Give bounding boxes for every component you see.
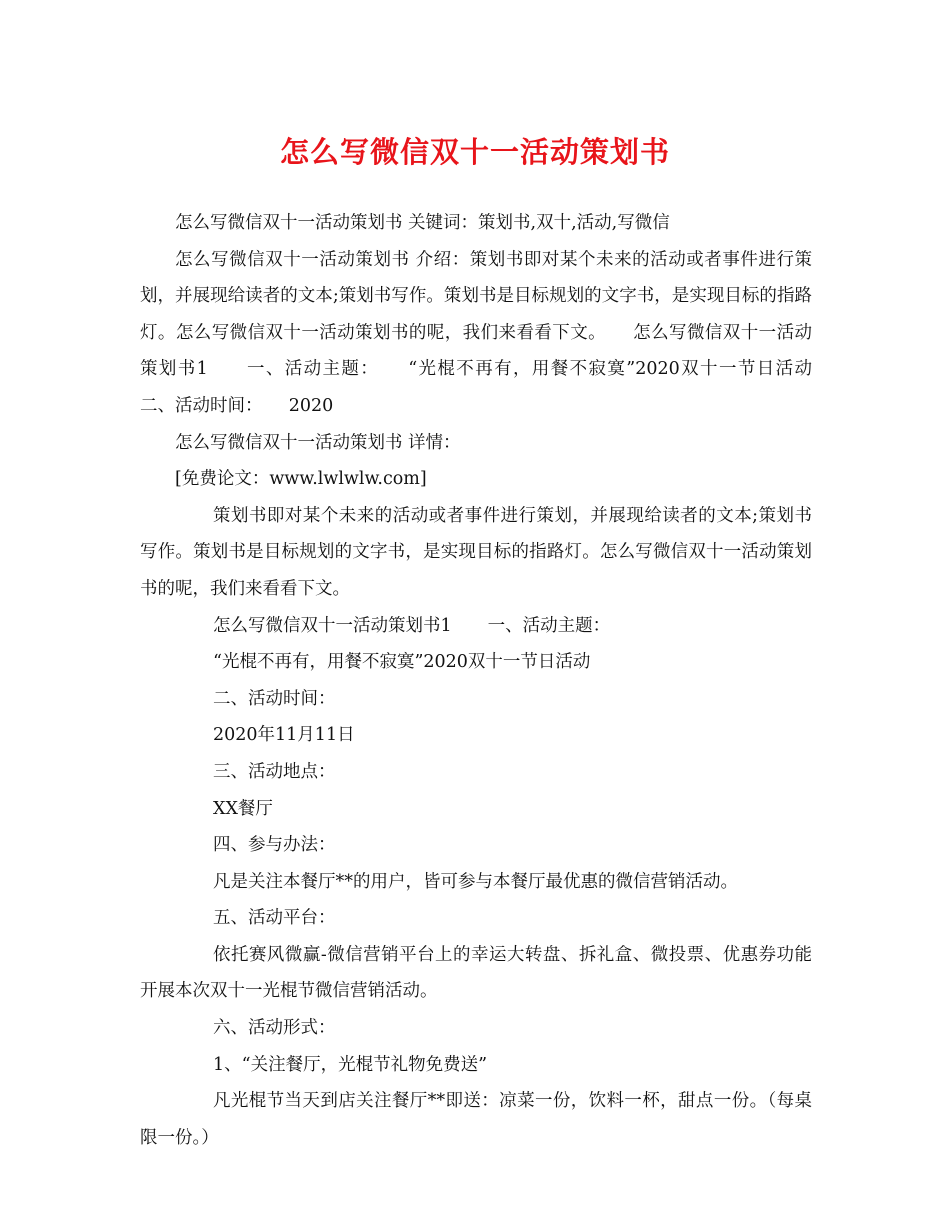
plan-heading: 怎么写微信双十一活动策划书1	[213, 615, 452, 636]
section3-title: 三、活动地点：	[213, 761, 336, 782]
platform-text: 依托赛风微赢-微信营销平台上的幸运大转盘、拆礼盒、微投票、优惠券功能开展本次双十一光棍节微信营销活动。	[140, 944, 812, 1002]
location-text: XX餐厅	[213, 798, 273, 819]
theme-text: “光棍不再有，用餐不寂寞”2020双十一节日活动	[213, 652, 591, 673]
form1-title: 1、“关注餐厅，光棍节礼物免费送”	[213, 1054, 488, 1075]
section5-title: 五、活动平台：	[213, 908, 336, 929]
document-title: 怎么写微信双十一活动策划书	[279, 135, 670, 169]
date-text: 2020年11月11日	[213, 725, 355, 746]
section1-title: 一、活动主题：	[487, 615, 611, 636]
intro-paragraph: 怎么写微信双十一活动策划书 介绍：策划书即对某个未来的活动或者事件进行策划，并展现给读者的文本;策划书写作。策划书是目标规划的文字书，是实现目标的指路灯。怎么写微信双十一活动策划书的呢，我们来看看下文。 怎么写微信双十一活动策划书1 一、活动主题： “光棍不再有，用餐不寂寞”2020双十一节日活动 二、活动时间： 2020	[140, 249, 847, 416]
document-body	[140, 205, 847, 1156]
participation-text: 凡是关注本餐厅**的用户，皆可参与本餐厅最优惠的微信营销活动。	[213, 871, 738, 892]
keywords-line: 怎么写微信双十一活动策划书 关键词：策划书,双十,活动,写微信	[175, 213, 670, 233]
section4-title: 四、参与办法：	[213, 835, 336, 856]
plan-heading-line	[140, 608, 812, 645]
main-paragraph: 策划书即对某个未来的活动或者事件进行策划，并展现给读者的文本;策划书写作。策划书是目标规划的文字书，是实现目标的指路灯。怎么写微信双十一活动策划书的呢，我们来看看下文。	[140, 505, 812, 599]
form1-desc: 凡光棍节当天到店关注餐厅**即送：凉菜一份，饮料一杯，甜点一份。（每桌限一份。）	[140, 1091, 812, 1148]
details-line: 怎么写微信双十一活动策划书 详情：	[175, 432, 461, 453]
section6-title: 六、活动形式：	[213, 1018, 336, 1039]
section2-title: 二、活动时间：	[213, 688, 336, 709]
source-line: [免费论文：www.lwlwlw.com]	[175, 469, 427, 490]
